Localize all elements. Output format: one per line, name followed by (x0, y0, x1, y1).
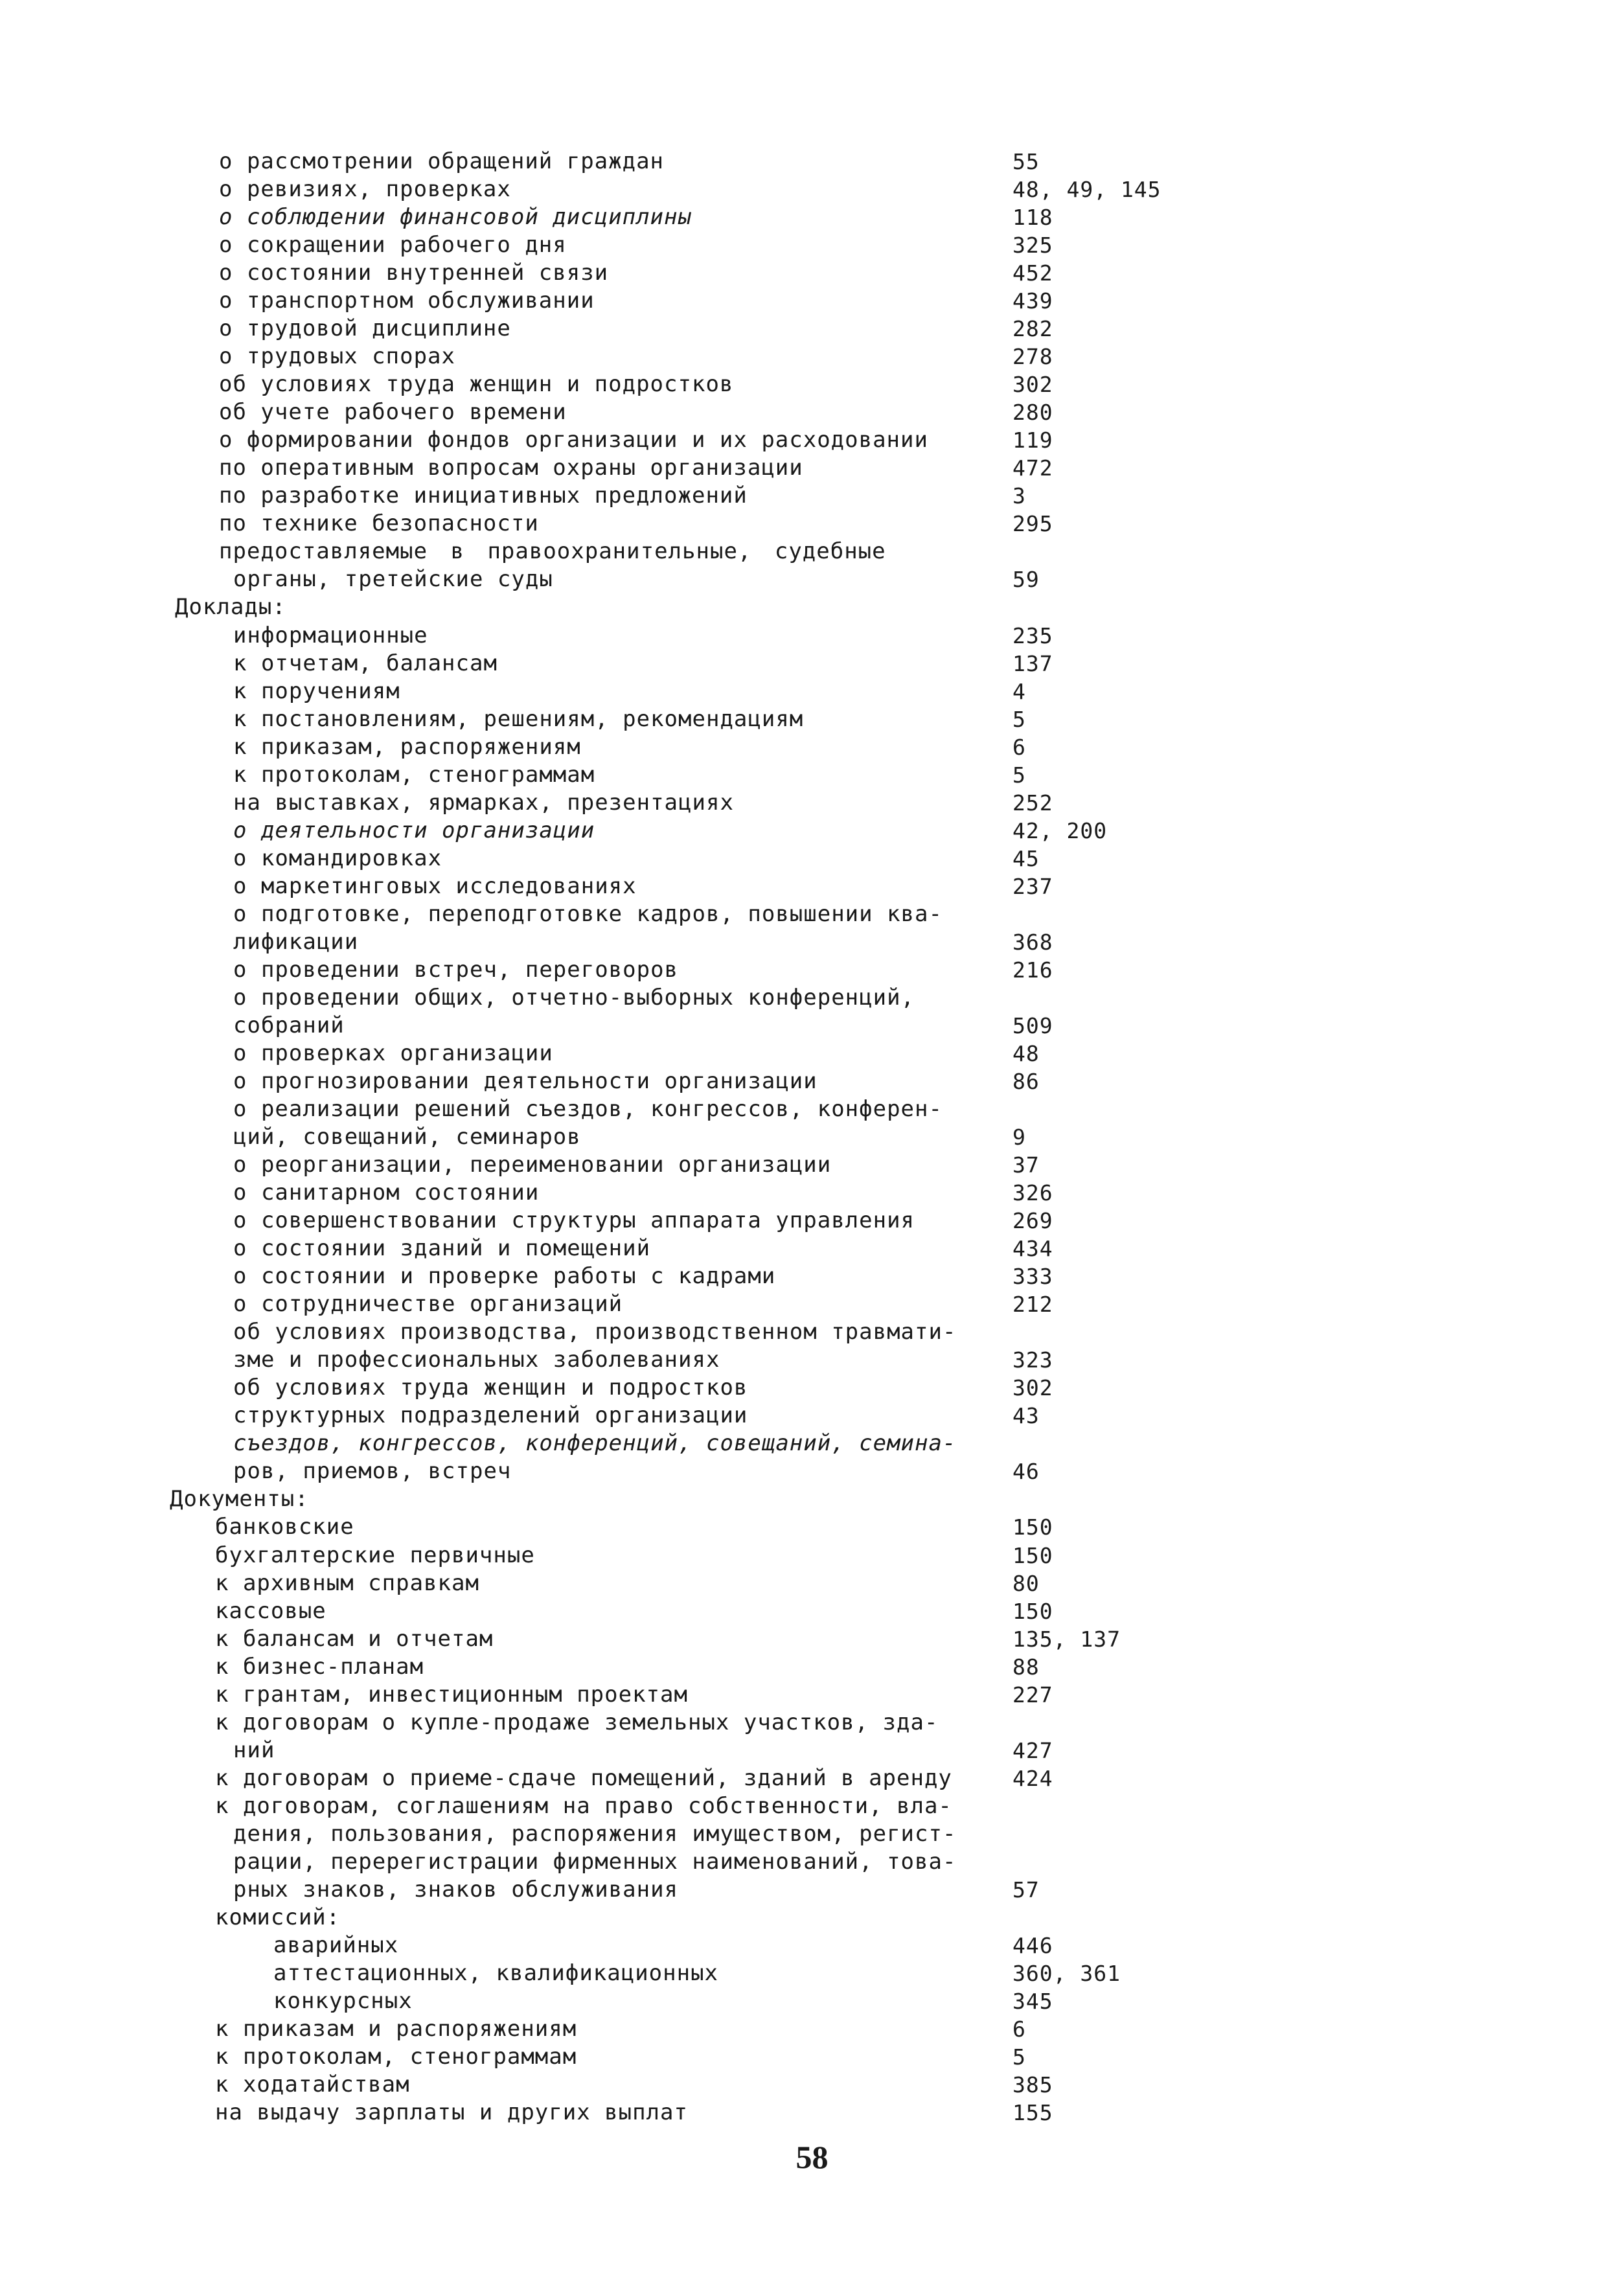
index-page-ref: 295 (1012, 511, 1053, 537)
index-entry (0, 900, 1624, 928)
index-entry (0, 1932, 1624, 1959)
index-entry (0, 1709, 1624, 1737)
index-term: к поручениям (233, 678, 400, 704)
index-entry (0, 1792, 1624, 1820)
index-entry (0, 343, 1624, 371)
index-page-ref: 252 (1012, 790, 1053, 816)
index-page-ref: 3 (1012, 483, 1026, 509)
index-page-ref: 427 (1012, 1737, 1053, 1763)
index-entry (0, 1374, 1624, 1402)
index-page-ref: 9 (1012, 1125, 1026, 1150)
index-entry (0, 2071, 1624, 2099)
index-entry (0, 1542, 1624, 1570)
index-term: о состоянии и проверке работы с кадрами (233, 1263, 776, 1290)
index-page-ref: 434 (1012, 1236, 1053, 1262)
index-term: о проведении встреч, переговоров (233, 956, 679, 983)
index-page-ref: 37 (1012, 1152, 1040, 1178)
index-term: о соблюдении финансовой дисциплины (219, 204, 692, 231)
index-entry (0, 1012, 1624, 1040)
index-entry (0, 2043, 1624, 2071)
index-page-ref: 88 (1012, 1654, 1040, 1680)
index-entry (0, 1653, 1624, 1681)
index-entry (0, 1430, 1624, 1457)
index-term: о рассмотрении обращений граждан (219, 148, 665, 174)
index-page-ref: 150 (1012, 1598, 1053, 1624)
index-entry (0, 148, 1624, 176)
index-term: по разработке инициативных предложений (219, 483, 748, 509)
index-page-ref: 323 (1012, 1347, 1053, 1373)
index-entry (0, 1764, 1624, 1792)
index-term: к архивным справкам (215, 1570, 479, 1596)
index-term: о состоянии внутренней связи (219, 260, 609, 286)
index-entry (0, 176, 1624, 203)
index-page-ref: 119 (1012, 428, 1053, 453)
index-page-ref: 333 (1012, 1264, 1053, 1290)
index-page-ref: 57 (1012, 1877, 1040, 1902)
index-page-ref: 227 (1012, 1682, 1053, 1707)
index-entry (0, 2015, 1624, 2043)
index-term: о проверках организации (233, 1040, 553, 1066)
index-term: о маркетинговых исследованиях (233, 873, 637, 899)
index-page-ref: 216 (1012, 957, 1053, 983)
index-term: о трудовых спорах (219, 343, 455, 370)
index-term: конкурсных (273, 1987, 413, 2014)
index-entry (0, 1625, 1624, 1653)
index-entry (0, 1123, 1624, 1151)
index-page-ref: 150 (1012, 1542, 1053, 1568)
index-page-ref: 452 (1012, 260, 1053, 286)
index-term: ров, приемов, встреч (233, 1458, 512, 1485)
index-page-ref: 325 (1012, 233, 1053, 258)
index-entry (0, 1262, 1624, 1290)
index-entry (0, 622, 1624, 650)
index-page-ref: 237 (1012, 873, 1053, 899)
index-entry (0, 538, 1624, 565)
index-entry (0, 1597, 1624, 1625)
index-term: по оперативным вопросам охраны организации (219, 455, 803, 481)
index-entry (0, 1904, 1624, 1932)
index-term: съездов, конгрессов, конференций, совещаний, семина- (233, 1430, 957, 1457)
index-entry (0, 678, 1624, 705)
index-entry (0, 1151, 1624, 1179)
index-page-ref: 6 (1012, 2016, 1026, 2042)
index-term: собраний (233, 1012, 345, 1038)
index-page-ref: 326 (1012, 1180, 1053, 1206)
index-entry (0, 1235, 1624, 1262)
index-term: к балансам и отчетам (215, 1625, 494, 1652)
index-page-ref: 80 (1012, 1570, 1040, 1596)
index-page-ref: 472 (1012, 455, 1053, 481)
index-page-ref: 59 (1012, 567, 1040, 593)
index-term: о прогнозировании деятельности организации (233, 1068, 818, 1094)
index-entry (0, 984, 1624, 1012)
index-entry (0, 1318, 1624, 1346)
index-term: на выставках, ярмарках, презентациях (233, 789, 734, 816)
index-entry (0, 956, 1624, 984)
index-term: к бизнес-планам (215, 1653, 424, 1680)
index-term: о трудовой дисциплине (219, 315, 511, 342)
index-term: лификации (233, 928, 359, 955)
index-entry (0, 287, 1624, 315)
index-term: к постановлениям, решениям, рекомендациям (233, 705, 804, 732)
index-page-ref: 424 (1012, 1765, 1053, 1791)
index-entry (0, 510, 1624, 538)
index-page-ref: 150 (1012, 1514, 1053, 1540)
index-page-ref: 48, 49, 145 (1012, 177, 1161, 203)
index-term: дения, пользования, распоряжения имуществом, регист- (233, 1820, 957, 1847)
index-term: о ревизиях, проверках (219, 176, 511, 203)
index-entry (0, 650, 1624, 678)
index-page-ref: 6 (1012, 734, 1026, 760)
index-page-ref: 385 (1012, 2072, 1053, 2098)
index-term: об условиях производства, производственном травмати- (233, 1319, 957, 1345)
index-term: банковские (215, 1514, 354, 1540)
index-term: органы, третейские суды (233, 566, 553, 593)
index-term: к грантам, инвестиционным проектам (215, 1681, 688, 1707)
index-term: об условиях труда женщин и подростков (233, 1375, 748, 1401)
index-entry (0, 928, 1624, 956)
index-term: о проведении общих, отчетно-выборных конференций, (233, 984, 915, 1011)
index-term: о совершенствовании структуры аппарата управления (233, 1207, 915, 1234)
index-page-ref: 282 (1012, 316, 1053, 342)
index-entry (0, 1095, 1624, 1123)
index-term: структурных подразделений организации (233, 1402, 748, 1429)
index-entry (0, 371, 1624, 398)
index-term: о состоянии зданий и помещений (233, 1235, 651, 1262)
index-page-ref: 345 (1012, 1988, 1053, 2014)
index-entry (0, 1959, 1624, 1987)
index-page-ref: 135, 137 (1012, 1626, 1121, 1652)
index-entry (0, 454, 1624, 482)
index-entry (0, 315, 1624, 343)
index-entry (0, 1485, 1624, 1513)
index-entry (0, 1876, 1624, 1904)
index-page-ref: 5 (1012, 2044, 1026, 2070)
index-page-ref: 86 (1012, 1068, 1040, 1094)
index-entry (0, 1402, 1624, 1430)
index-entry (0, 426, 1624, 454)
index-page-ref: 360, 361 (1012, 1960, 1121, 1986)
index-term: о сокращении рабочего дня (219, 232, 567, 258)
index-entry (0, 1346, 1624, 1374)
index-entry (0, 1987, 1624, 2015)
index-entry (0, 1457, 1624, 1485)
index-entry (0, 565, 1624, 593)
index-entry (0, 203, 1624, 231)
index-entry (0, 482, 1624, 510)
index-entry (0, 1681, 1624, 1709)
index-entry (0, 1040, 1624, 1068)
index-entry (0, 705, 1624, 733)
index-entry (0, 1737, 1624, 1764)
index-term: о транспортном обслуживании (219, 288, 595, 314)
index-page-ref: 5 (1012, 706, 1026, 732)
index-term: зме и профессиональных заболеваниях (233, 1347, 720, 1373)
index-page-ref: 278 (1012, 344, 1053, 370)
index-term: о сотрудничестве организаций (233, 1291, 623, 1318)
index-page-ref: 302 (1012, 372, 1053, 398)
index-page-ref: 4 (1012, 678, 1026, 704)
index-entry (0, 1820, 1624, 1848)
index-term: к договорам, соглашениям на право собственности, вла- (215, 1792, 952, 1819)
index-entry (0, 789, 1624, 817)
index-entry (0, 845, 1624, 873)
index-page-ref: 155 (1012, 2100, 1053, 2126)
index-term: о реализации решений съездов, конгрессов, конферен- (233, 1096, 943, 1123)
index-entry (0, 2099, 1624, 2127)
index-entry (0, 761, 1624, 789)
index-entry (0, 1290, 1624, 1318)
index-entry (0, 398, 1624, 426)
index-page-ref: 235 (1012, 622, 1053, 648)
index-entry (0, 1068, 1624, 1095)
index-entry (0, 1570, 1624, 1597)
index-term: рации, перерегистрации фирменных наименований, това- (233, 1848, 957, 1875)
index-page-ref: 137 (1012, 650, 1053, 676)
index-term: информационные (233, 622, 428, 648)
index-entry (0, 1207, 1624, 1235)
index-page-ref: 42, 200 (1012, 817, 1108, 843)
index-page-ref: 118 (1012, 205, 1053, 231)
index-term: по технике безопасности (219, 510, 539, 537)
index-term: к договорам о приеме-сдаче помещений, зданий в аренду (215, 1764, 952, 1791)
index-term: комиссий: (215, 1904, 341, 1930)
index-entry (0, 873, 1624, 900)
index-term: к договорам о купле-продаже земельных участков, зда- (215, 1709, 939, 1735)
index-term: ций, совещаний, семинаров (233, 1124, 581, 1150)
index-entry (0, 231, 1624, 259)
index-entry (0, 1179, 1624, 1207)
index-term: о подготовке, переподготовке кадров, повышении ква- (233, 900, 943, 927)
index-term: на выдачу зарплаты и других выплат (215, 2099, 688, 2126)
index-term: аттестационных, квалификационных (273, 1959, 719, 1986)
index-term: об условиях труда женщин и подростков (219, 371, 734, 398)
index-page-ref: 46 (1012, 1459, 1040, 1485)
index-term: к отчетам, балансам (233, 650, 497, 676)
index-term: к приказам, распоряжениям (233, 733, 581, 760)
index-term: бухгалтерские первичные (215, 1542, 535, 1568)
index-entry (0, 1848, 1624, 1876)
index-page-ref: 269 (1012, 1208, 1053, 1234)
index-term: рных знаков, знаков обслуживания (233, 1876, 679, 1902)
index-entry (0, 1513, 1624, 1541)
index-term: аварийных (273, 1932, 399, 1958)
index-page-ref: 302 (1012, 1375, 1053, 1401)
index-term: к приказам и распоряжениям (215, 2016, 577, 2042)
index-entry (0, 259, 1624, 287)
index-term: к протоколам, стенограммам (215, 2044, 577, 2070)
index-term: о санитарном состоянии (233, 1180, 540, 1206)
index-entry (0, 817, 1624, 845)
index-term: о деятельности организации (233, 817, 595, 843)
index-page-ref: 45 (1012, 845, 1040, 871)
index-page-ref: 212 (1012, 1292, 1053, 1318)
index-page-ref: 48 (1012, 1040, 1040, 1066)
index-term: об учете рабочего времени (219, 399, 567, 426)
index-term: ний (233, 1737, 275, 1763)
index-page-ref: 43 (1012, 1403, 1040, 1429)
index-page-ref: 55 (1012, 149, 1040, 174)
page-number: 58 (795, 2139, 829, 2175)
index-page-ref: 446 (1012, 1932, 1053, 1958)
index-term: к протоколам, стенограммам (233, 761, 595, 788)
index-term: о формировании фондов организации и их расходовании (219, 427, 928, 453)
index-term: Доклады: (175, 594, 286, 621)
index-term: Документы: (170, 1486, 309, 1513)
index-entry (0, 733, 1624, 761)
index-term: кассовые (215, 1597, 326, 1624)
index-page-ref: 280 (1012, 400, 1053, 426)
index-term: о реорганизации, переименовании организации (233, 1152, 832, 1178)
index-page-ref: 5 (1012, 762, 1026, 788)
index-page-ref: 509 (1012, 1012, 1053, 1038)
index-term: к ходатайствам (215, 2072, 410, 2098)
index-entry (0, 593, 1624, 621)
index-page-ref: 439 (1012, 288, 1053, 314)
index-term: предоставляемые в правоохранительные, судебные (219, 538, 886, 565)
index-term: о командировках (233, 845, 442, 871)
index-page-ref: 368 (1012, 929, 1053, 955)
